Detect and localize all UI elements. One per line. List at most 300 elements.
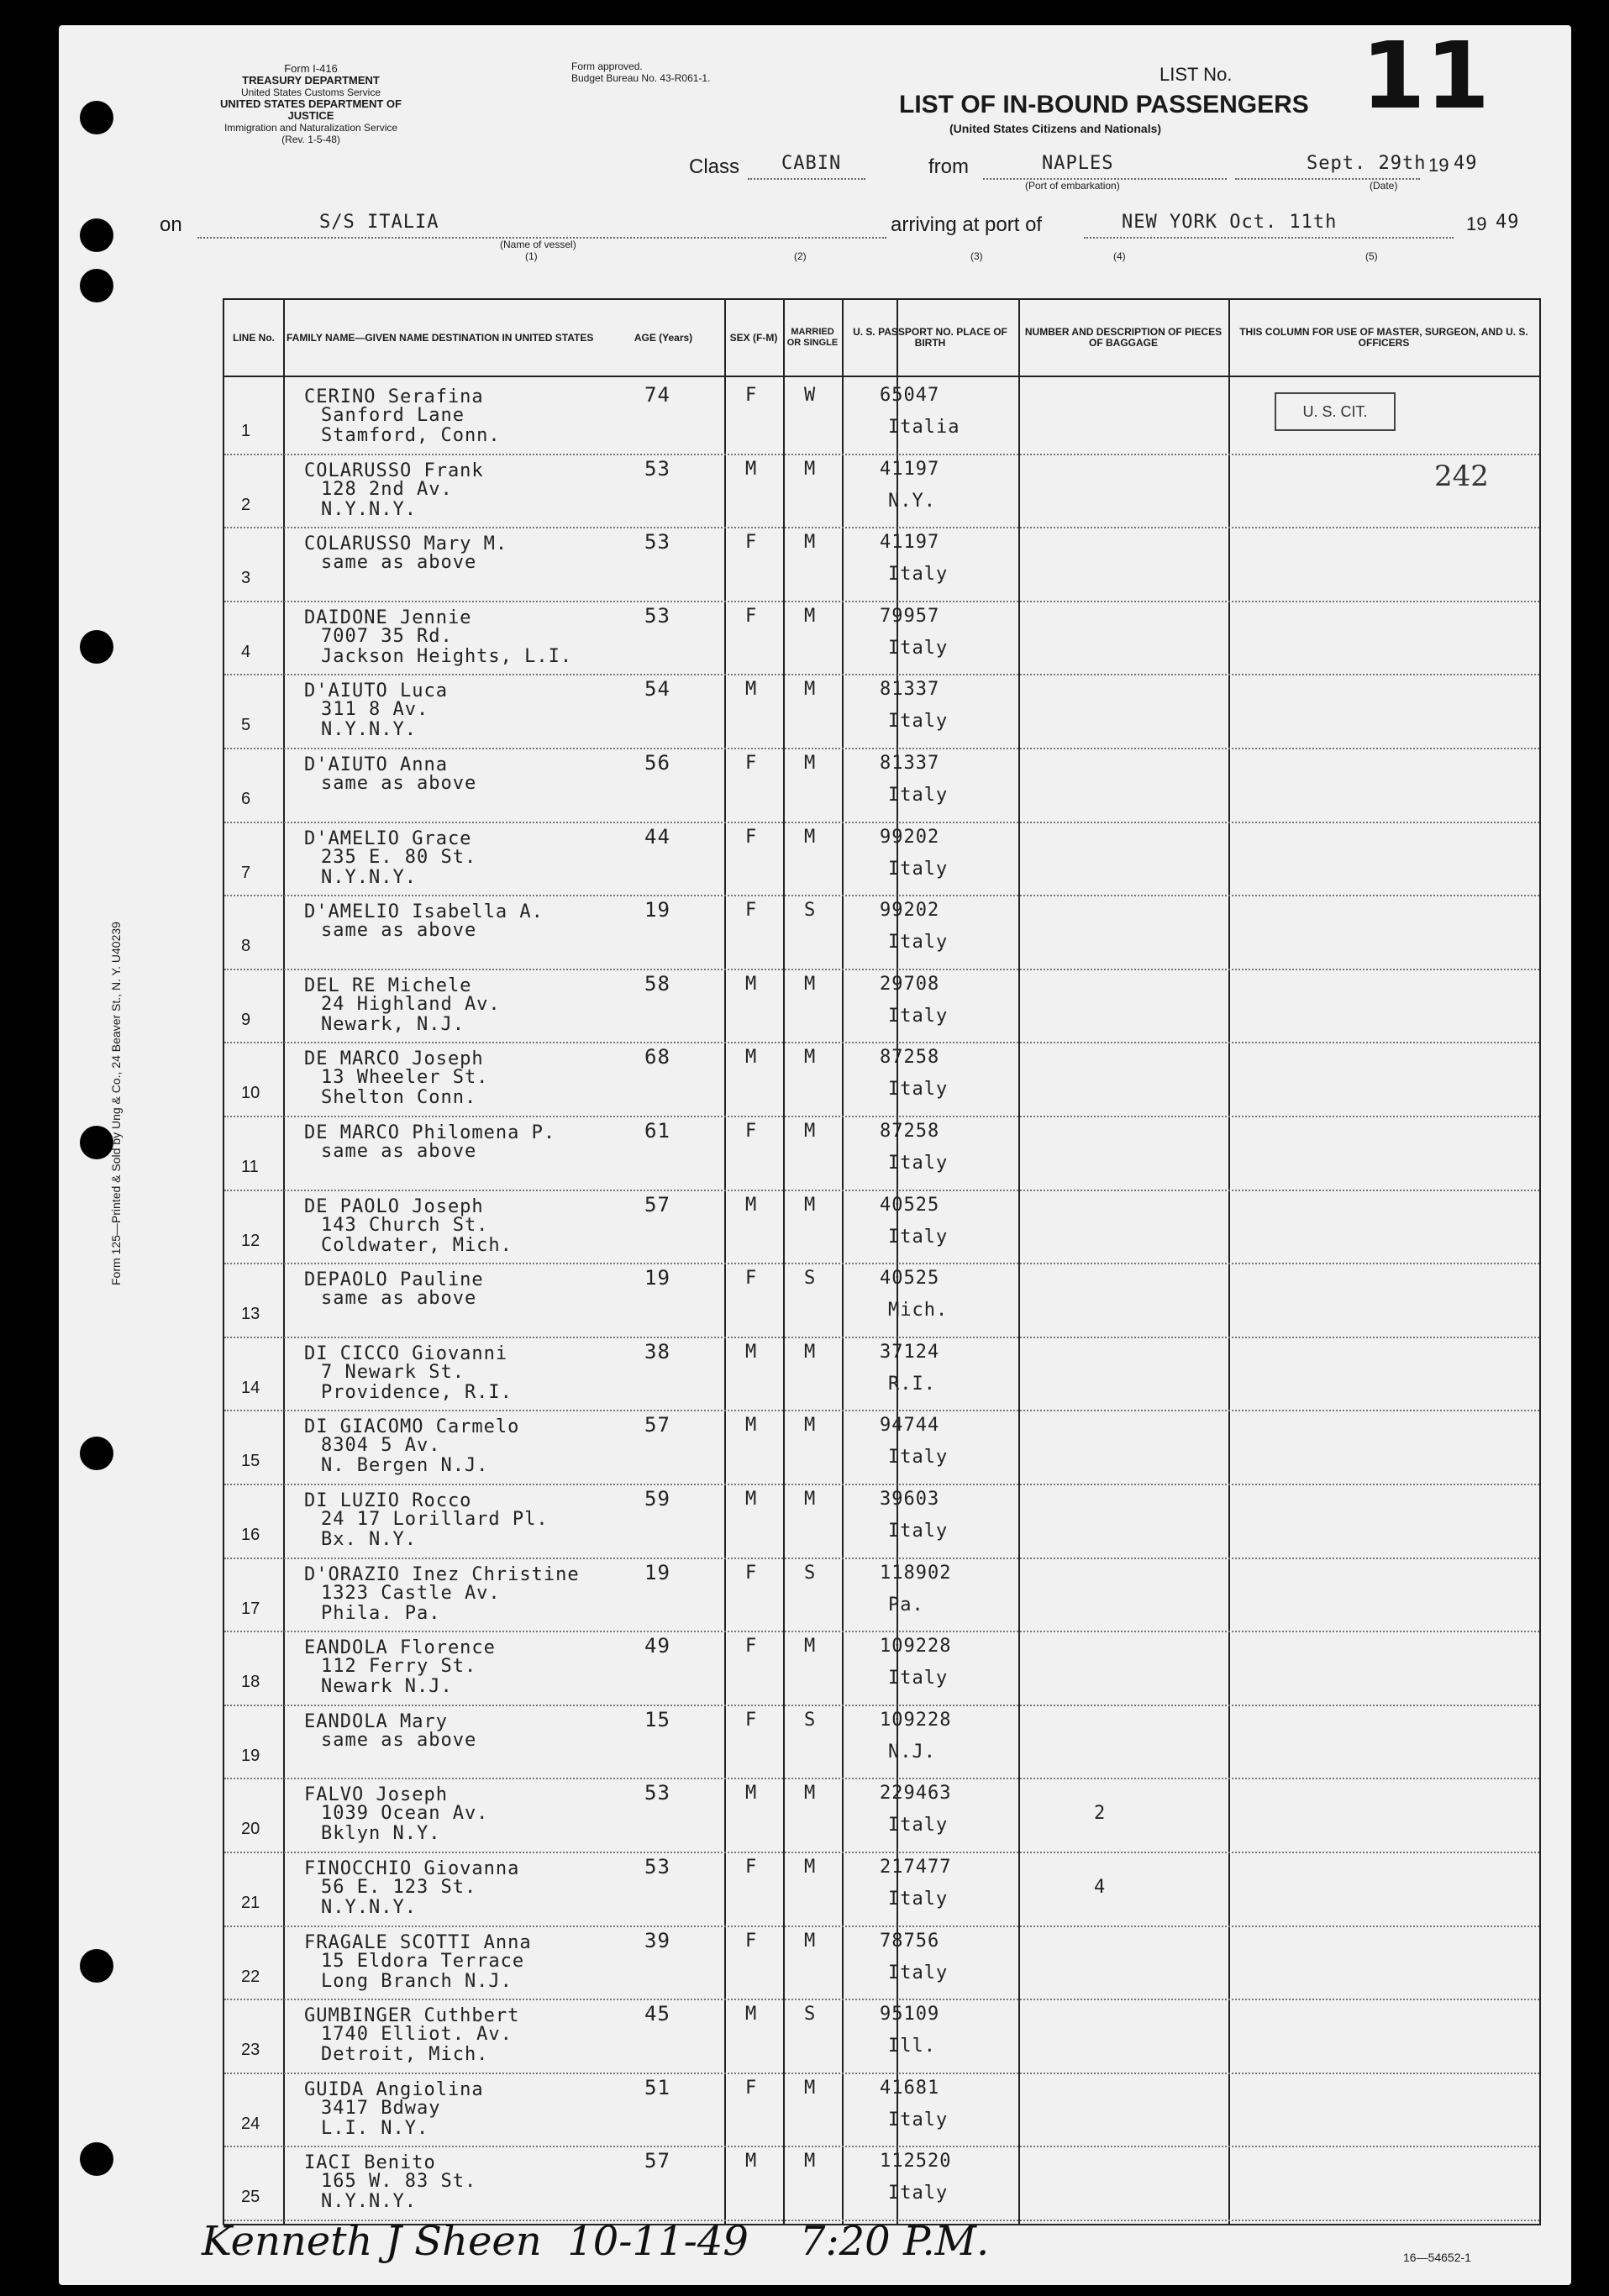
passport-number: 109228	[880, 1709, 952, 1731]
age: 53	[644, 1855, 670, 1878]
age: 54	[644, 677, 670, 701]
line-number: 22	[241, 1967, 260, 1986]
place-of-birth: N.J.	[888, 1741, 936, 1763]
ins-service: Immigration and Naturalization Service	[223, 122, 398, 134]
passenger-name: DAIDONE Jennie	[304, 607, 472, 628]
baggage-count: 4	[1094, 1877, 1107, 1898]
address-line-2: Long Branch N.J.	[321, 1970, 513, 1992]
table-row	[224, 1116, 1539, 1191]
justice-dept: UNITED STATES DEPARTMENT OF JUSTICE	[220, 97, 402, 122]
address-line-1: 1740 Elliot. Av.	[321, 2024, 513, 2046]
passport-number: 229463	[880, 1783, 952, 1805]
arrival-value: NEW YORK Oct. 11th	[1122, 212, 1338, 233]
age: 15	[644, 1707, 670, 1731]
age: 74	[644, 383, 670, 407]
sex: F	[745, 1268, 758, 1290]
punch-hole	[80, 1437, 113, 1470]
form-number: Form I-416	[284, 62, 338, 75]
address-line-1: same as above	[321, 920, 477, 942]
place-of-birth: Italy	[888, 858, 949, 880]
passenger-name: CERINO Serafina	[304, 386, 484, 407]
passport-number: 87258	[880, 1121, 940, 1142]
line-number: 19	[241, 1746, 260, 1765]
line-number: 17	[241, 1599, 260, 1618]
age: 68	[644, 1045, 670, 1069]
table-row	[224, 674, 1539, 749]
address-line-1: 165 W. 83 St.	[321, 2171, 477, 2193]
passenger-name: D'ORAZIO Inez Christine	[304, 1563, 580, 1585]
address-line-2: Shelton Conn.	[321, 1087, 477, 1109]
line-number: 13	[241, 1305, 260, 1324]
place-of-birth: Ill.	[888, 2036, 936, 2057]
address-line-1: same as above	[321, 773, 477, 794]
line-number: 15	[241, 1452, 260, 1471]
table-row	[224, 822, 1539, 897]
passenger-name: DEL RE Michele	[304, 975, 472, 996]
sex: F	[745, 1709, 758, 1731]
marital-status: M	[804, 826, 817, 848]
age: 61	[644, 1119, 670, 1143]
age: 38	[644, 1339, 670, 1363]
age: 57	[644, 2149, 670, 2173]
address-line-2: Coldwater, Mich.	[321, 1234, 513, 1256]
passenger-table	[223, 298, 1541, 2225]
date-value: Sept. 29th	[1307, 153, 1427, 174]
address-line-2: Stamford, Conn.	[321, 425, 501, 446]
place-of-birth: Italy	[888, 564, 949, 586]
passenger-name: DE PAOLO Joseph	[304, 1195, 484, 1217]
sex: M	[745, 1047, 758, 1069]
address-line-1: 112 Ferry St.	[321, 1656, 477, 1678]
sex: F	[745, 605, 758, 627]
table-row	[224, 1190, 1539, 1265]
form-title: LIST OF IN-BOUND PASSENGERS	[899, 91, 1309, 118]
place-of-birth: Italy	[888, 1521, 949, 1542]
list-number: 11	[1361, 22, 1491, 129]
table-row	[224, 1263, 1539, 1338]
address-line-1: 128 2nd Av.	[321, 478, 453, 500]
place-of-birth: Italy	[888, 637, 949, 659]
baggage-count: 2	[1094, 1803, 1107, 1825]
marital-status: W	[804, 385, 817, 406]
table-row	[224, 2146, 1539, 2221]
sex: M	[745, 1341, 758, 1363]
line-number: 7	[241, 863, 251, 882]
table-row	[224, 2073, 1539, 2148]
age: 53	[644, 603, 670, 628]
passenger-name: D'AIUTO Anna	[304, 754, 448, 775]
passenger-name: DI GIACOMO Carmelo	[304, 1416, 520, 1438]
marital-status: M	[804, 973, 817, 995]
passenger-name: D'AMELIO Grace	[304, 828, 472, 849]
marital-status: S	[804, 1268, 817, 1290]
marital-status: S	[804, 1709, 817, 1731]
sex: M	[745, 1415, 758, 1437]
sex: F	[745, 532, 758, 554]
punch-hole	[80, 630, 113, 664]
place-of-birth: Italy	[888, 1153, 949, 1174]
place-of-birth: Italy	[888, 1962, 949, 1983]
line-number: 3	[241, 569, 251, 588]
form-approved: Form approved.	[571, 60, 643, 72]
passenger-name: DEPAOLO Pauline	[304, 1269, 484, 1291]
passenger-name: DE MARCO Joseph	[304, 1048, 484, 1070]
punch-hole	[80, 1126, 113, 1159]
sex: M	[745, 973, 758, 995]
address-line-2: Bklyn N.Y.	[321, 1823, 441, 1845]
address-line-1: 56 E. 123 St.	[321, 1877, 477, 1898]
passport-number: 29708	[880, 973, 940, 995]
passport-number: 40525	[880, 1194, 940, 1216]
place-of-birth: Italia	[888, 417, 960, 438]
budget-bureau: Budget Bureau No. 43-R061-1.	[571, 72, 711, 84]
passport-number: 118902	[880, 1562, 952, 1584]
line-number: 9	[241, 1010, 251, 1029]
passport-number: 39603	[880, 1489, 940, 1510]
marital-status: M	[804, 1930, 817, 1952]
passport-number: 217477	[880, 1857, 952, 1878]
address-line-2: Bx. N.Y.	[321, 1529, 417, 1550]
passenger-name: IACI Benito	[304, 2152, 436, 2174]
date-caption: (Date)	[1370, 180, 1398, 192]
year1-value: 49	[1454, 153, 1478, 174]
from-label: from	[928, 155, 969, 178]
line-number: 24	[241, 2114, 260, 2133]
table-row	[224, 1926, 1539, 2001]
address-line-1: same as above	[321, 552, 477, 574]
list-no-label: LIST No.	[1159, 64, 1233, 85]
col-age: AGE (Years)	[634, 331, 693, 344]
passenger-name: COLARUSSO Mary M.	[304, 533, 508, 555]
vessel-value: S/S ITALIA	[319, 212, 439, 233]
age: 51	[644, 2075, 670, 2099]
marital-status: M	[804, 1341, 817, 1363]
address-line-2: Detroit, Mich.	[321, 2044, 489, 2066]
line-number: 14	[241, 1378, 260, 1397]
port-embark-caption: (Port of embarkation)	[1025, 180, 1120, 192]
passenger-name: EANDOLA Mary	[304, 1710, 448, 1732]
age: 53	[644, 530, 670, 554]
address-line-1: 7 Newark St.	[321, 1361, 465, 1383]
sex: F	[745, 1636, 758, 1658]
marital-status: M	[804, 458, 817, 480]
col-officers: THIS COLUMN FOR USE OF MASTER, SURGEON, AND U. S. OFFICERS	[1239, 326, 1528, 349]
place-of-birth: Italy	[888, 785, 949, 806]
sex: M	[745, 458, 758, 480]
sex: F	[745, 826, 758, 848]
passport-number: 65047	[880, 385, 940, 406]
line-number: 6	[241, 790, 251, 808]
line-number: 16	[241, 1526, 260, 1544]
line-number: 25	[241, 2188, 260, 2207]
age: 58	[644, 971, 670, 996]
place-of-birth: Italy	[888, 1226, 949, 1248]
address-line-1: 15 Eldora Terrace	[321, 1950, 525, 1972]
place-of-birth: Italy	[888, 2109, 949, 2130]
annotation-number: 242	[1434, 460, 1489, 493]
caption-1: (1)	[525, 250, 538, 262]
age: 53	[644, 456, 670, 481]
marital-status: M	[804, 1415, 817, 1437]
passenger-name: D'AIUTO Luca	[304, 680, 448, 702]
place-of-birth: Italy	[888, 1079, 949, 1101]
marital-status: M	[804, 1489, 817, 1510]
marital-status: S	[804, 900, 817, 922]
year2-prefix: 19	[1466, 213, 1487, 234]
passport-number: 81337	[880, 753, 940, 774]
address-line-2: L.I. N.Y.	[321, 2117, 429, 2139]
printer-side-text: Form 125—Printed & Sold by Ung & Co., 24 Beaver St., N. Y. U40239	[109, 922, 123, 1285]
table-row	[224, 1410, 1539, 1485]
address-line-1: same as above	[321, 1729, 477, 1751]
line-number: 20	[241, 1820, 260, 1839]
sex: M	[745, 1489, 758, 1510]
passenger-name: D'AMELIO Isabella A.	[304, 901, 544, 923]
passenger-name: COLARUSSO Frank	[304, 460, 484, 481]
line-number: 10	[241, 1084, 260, 1103]
address-line-1: Sanford Lane	[321, 405, 465, 426]
age: 45	[644, 2002, 670, 2026]
footer-code: 16—54652-1	[1403, 2251, 1471, 2264]
address-line-2: N.Y.N.Y.	[321, 866, 417, 888]
table-row	[224, 1999, 1539, 2074]
punch-hole	[80, 1949, 113, 1983]
passport-number: 78756	[880, 1930, 940, 1952]
line-number: 1	[241, 422, 251, 440]
punch-hole	[80, 269, 113, 302]
address-line-1: same as above	[321, 1288, 477, 1310]
address-line-1: 235 E. 80 St.	[321, 846, 477, 868]
marital-status: M	[804, 753, 817, 774]
place-of-birth: Italy	[888, 1447, 949, 1468]
place-of-birth: R.I.	[888, 1373, 936, 1395]
line-number: 12	[241, 1231, 260, 1250]
sex: F	[745, 2077, 758, 2099]
address-line-1: 24 17 Lorillard Pl.	[321, 1509, 549, 1530]
revision: (Rev. 1-5-48)	[281, 134, 340, 145]
sex: M	[745, 1194, 758, 1216]
passenger-name: GUIDA Angiolina	[304, 2078, 484, 2100]
table-row	[224, 1705, 1539, 1780]
marital-status: M	[804, 2077, 817, 2099]
caption-2: (2)	[794, 250, 807, 262]
us-citizen-stamp: U. S. CIT.	[1275, 392, 1396, 431]
passport-number: 41197	[880, 458, 940, 480]
address-line-2: N.Y.N.Y.	[321, 2191, 417, 2213]
line-number: 18	[241, 1673, 260, 1692]
passport-number: 87258	[880, 1047, 940, 1069]
sex: F	[745, 1857, 758, 1878]
caption-3: (3)	[970, 250, 983, 262]
punch-hole	[80, 218, 113, 252]
passenger-name: DI LUZIO Rocco	[304, 1490, 472, 1511]
address-line-1: 1039 Ocean Av.	[321, 1803, 489, 1825]
address-line-2: N.Y.N.Y.	[321, 1897, 417, 1918]
marital-status: M	[804, 1857, 817, 1878]
address-line-2: Jackson Heights, L.I.	[321, 645, 573, 667]
address-line-2: Providence, R.I.	[321, 1381, 513, 1403]
line-number: 4	[241, 642, 251, 661]
table-row	[224, 601, 1539, 676]
marital-status: M	[804, 679, 817, 701]
address-line-1: 143 Church St.	[321, 1214, 489, 1236]
approval-block	[571, 60, 710, 84]
line-number: 2	[241, 495, 251, 514]
table-row	[224, 1558, 1539, 1633]
sex: F	[745, 1930, 758, 1952]
line-number: 11	[241, 1158, 259, 1176]
line-number: 21	[241, 1894, 260, 1912]
age: 57	[644, 1192, 670, 1216]
passport-number: 99202	[880, 826, 940, 848]
form-subtitle: (United States Citizens and Nationals)	[949, 122, 1162, 135]
place-of-birth: Pa.	[888, 1594, 924, 1616]
place-of-birth: Italy	[888, 1889, 949, 1910]
place-of-birth: N.Y.	[888, 490, 936, 512]
table-row	[224, 1631, 1539, 1706]
col-name: FAMILY NAME—GIVEN NAME DESTINATION IN UNITED STATES	[287, 331, 594, 344]
marital-status: M	[804, 1047, 817, 1069]
passport-number: 79957	[880, 605, 940, 627]
address-line-2: Phila. Pa.	[321, 1602, 441, 1624]
address-line-2: N.Y.N.Y.	[321, 498, 417, 520]
passport-number: 99202	[880, 900, 940, 922]
table-row	[224, 1042, 1539, 1117]
passenger-name: FRAGALE SCOTTI Anna	[304, 1931, 532, 1953]
table-row	[224, 1337, 1539, 1412]
year2-value: 49	[1496, 212, 1520, 233]
table-row	[224, 1778, 1539, 1853]
caption-5: (5)	[1365, 250, 1378, 262]
vessel-line	[160, 210, 1546, 277]
marital-status: M	[804, 1783, 817, 1805]
passport-number: 109228	[880, 1636, 952, 1658]
table-row	[224, 748, 1539, 823]
class-label: Class	[689, 155, 740, 178]
sex: F	[745, 385, 758, 406]
class-line	[689, 151, 1529, 193]
sex: F	[745, 1121, 758, 1142]
sex: M	[745, 2004, 758, 2025]
passenger-name: FINOCCHIO Giovanna	[304, 1858, 520, 1879]
passport-number: 37124	[880, 1341, 940, 1363]
age: 53	[644, 1781, 670, 1805]
address-line-2: Newark N.J.	[321, 1676, 453, 1698]
address-line-1: 24 Highland Av.	[321, 993, 501, 1015]
passenger-name: DE MARCO Philomena P.	[304, 1122, 556, 1143]
marital-status: S	[804, 2004, 817, 2025]
passenger-name: FALVO Joseph	[304, 1784, 448, 1806]
treasury-dept: TREASURY DEPARTMENT	[242, 74, 380, 87]
table-row	[224, 895, 1539, 970]
col-line-no: LINE No.	[233, 331, 275, 344]
address-line-1: 1323 Castle Av.	[321, 1582, 501, 1604]
age: 49	[644, 1634, 670, 1658]
age: 19	[644, 1266, 670, 1290]
passport-number: 81337	[880, 679, 940, 701]
table-row	[224, 1484, 1539, 1559]
age: 44	[644, 824, 670, 849]
class-value: CABIN	[781, 153, 842, 174]
marital-status: M	[804, 1636, 817, 1658]
table-row	[224, 969, 1539, 1044]
age: 39	[644, 1928, 670, 1952]
caption-4: (4)	[1113, 250, 1126, 262]
officer-signature: Kenneth J Sheen 10-11-49 7:20 P.M.	[202, 2218, 990, 2265]
place-of-birth: Italy	[888, 1815, 949, 1836]
table-row	[224, 454, 1539, 529]
passport-number: 41197	[880, 532, 940, 554]
place-of-birth: Italy	[888, 711, 949, 733]
age: 59	[644, 1487, 670, 1511]
place-of-birth: Italy	[888, 1668, 949, 1689]
passport-number: 112520	[880, 2151, 952, 2173]
table-row	[224, 1852, 1539, 1927]
place-of-birth: Italy	[888, 2183, 949, 2204]
marital-status: M	[804, 1194, 817, 1216]
passenger-name: GUMBINGER Cuthbert	[304, 2005, 520, 2027]
place-of-birth: Italy	[888, 1005, 949, 1027]
sex: F	[745, 900, 758, 922]
punch-hole	[80, 101, 113, 134]
from-value: NAPLES	[1042, 153, 1114, 174]
marital-status: M	[804, 2151, 817, 2173]
sex: M	[745, 679, 758, 701]
sex: F	[745, 1562, 758, 1584]
col-married: MARRIED OR SINGLE	[786, 327, 839, 348]
passenger-name: EANDOLA Florence	[304, 1637, 496, 1659]
age: 19	[644, 898, 670, 922]
age: 56	[644, 751, 670, 775]
passport-number: 40525	[880, 1268, 940, 1290]
address-line-1: 311 8 Av.	[321, 699, 429, 721]
document-page	[59, 22, 1571, 2285]
arriving-label: arriving at port of	[891, 213, 1043, 236]
line-number: 23	[241, 2041, 260, 2060]
year1-prefix: 19	[1428, 155, 1449, 176]
passenger-name: DI CICCO Giovanni	[304, 1342, 508, 1364]
address-line-1: 8304 5 Av.	[321, 1435, 441, 1457]
marital-status: M	[804, 532, 817, 554]
address-line-2: N. Bergen N.J.	[321, 1455, 489, 1477]
table-row	[224, 527, 1539, 602]
punch-hole	[80, 2142, 113, 2176]
marital-status: M	[804, 1121, 817, 1142]
vessel-caption: (Name of vessel)	[500, 239, 576, 250]
sex: M	[745, 2151, 758, 2173]
address-line-2: N.Y.N.Y.	[321, 719, 417, 741]
marital-status: M	[804, 605, 817, 627]
col-passport: U. S. PASSPORT NO. PLACE OF BIRTH	[853, 326, 1007, 349]
marital-status: S	[804, 1562, 817, 1584]
address-line-1: same as above	[321, 1141, 477, 1162]
col-baggage: NUMBER AND DESCRIPTION OF PIECES OF BAGGAGE	[1024, 326, 1223, 349]
on-label: on	[160, 213, 182, 236]
age: 57	[644, 1413, 670, 1437]
address-line-1: 7007 35 Rd.	[321, 625, 453, 647]
address-line-2: Newark, N.J.	[321, 1013, 465, 1035]
line-number: 8	[241, 937, 251, 956]
line-number: 5	[241, 716, 251, 735]
address-line-1: 13 Wheeler St.	[321, 1067, 489, 1089]
age: 19	[644, 1560, 670, 1584]
agency-block	[202, 63, 420, 145]
passport-number: 94744	[880, 1415, 940, 1437]
place-of-birth: Italy	[888, 932, 949, 954]
sex: M	[745, 1783, 758, 1805]
passport-number: 41681	[880, 2077, 940, 2099]
customs-service: United States Customs Service	[240, 87, 381, 98]
